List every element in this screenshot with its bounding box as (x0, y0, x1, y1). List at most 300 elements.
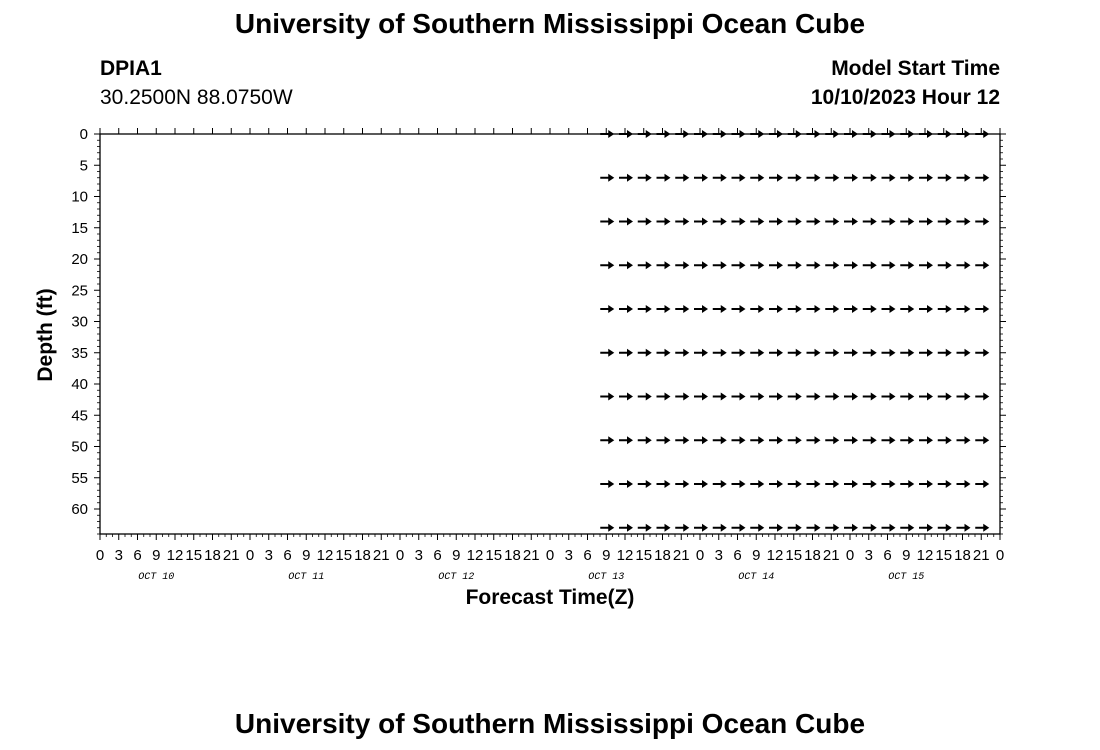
current-vector-arrow (732, 305, 746, 313)
x-axis-title: Forecast Time(Z) (465, 586, 635, 609)
x-tick-label: 18 (954, 547, 971, 564)
arrow-head (740, 480, 746, 488)
current-vector-arrow (957, 218, 971, 226)
arrow-head (702, 480, 708, 488)
arrow-head (983, 261, 989, 269)
current-vector-arrow (788, 524, 802, 532)
current-vector-arrow (863, 218, 877, 226)
arrow-head (871, 349, 877, 357)
x-tick-label: 18 (354, 547, 371, 564)
day-label: OCT 12 (438, 572, 475, 583)
arrow-head (983, 305, 989, 313)
arrow-head (946, 349, 952, 357)
arrow-head (852, 174, 858, 182)
arrow-head (646, 261, 652, 269)
current-vector-arrow (694, 130, 708, 138)
current-vector-arrow (600, 218, 614, 226)
x-tick-label: 15 (185, 547, 203, 564)
current-vector-arrow (788, 218, 802, 226)
arrow-head (740, 261, 746, 269)
arrow-head (665, 480, 671, 488)
day-label: OCT 11 (288, 572, 325, 583)
arrow-head (608, 261, 614, 269)
current-vector-arrow (713, 261, 727, 269)
current-vector-arrow (788, 349, 802, 357)
x-tick-label: 15 (335, 547, 353, 564)
current-vector-arrow (863, 480, 877, 488)
arrow-head (852, 436, 858, 444)
y-tick-label: 5 (79, 157, 88, 175)
arrow-head (890, 305, 896, 313)
current-vector-arrow (788, 261, 802, 269)
current-vector-arrow (675, 393, 689, 401)
arrow-head (908, 305, 914, 313)
arrow-head (702, 261, 708, 269)
y-tick-label: 0 (79, 126, 88, 143)
arrow-head (908, 349, 914, 357)
arrow-head (665, 524, 671, 532)
arrow-head (927, 261, 933, 269)
x-tick-label: 18 (204, 547, 221, 564)
arrow-head (946, 305, 952, 313)
current-vector-arrow (957, 130, 971, 138)
arrow-head (833, 218, 839, 226)
arrow-head (740, 524, 746, 532)
x-tick-label: 0 (995, 547, 1005, 564)
current-vector-arrow (694, 305, 708, 313)
current-vector-arrow (600, 174, 614, 182)
current-vector-arrow (844, 480, 858, 488)
x-tick-label: 18 (654, 547, 671, 564)
arrow-head (833, 174, 839, 182)
arrow-head (627, 393, 633, 401)
current-vector-arrow (732, 436, 746, 444)
arrow-head (683, 305, 689, 313)
arrow-head (965, 349, 971, 357)
current-vector-arrow (807, 349, 821, 357)
current-vector-arrow (825, 393, 839, 401)
x-tick-label: 6 (283, 547, 292, 564)
current-vector-arrow (919, 480, 933, 488)
arrow-head (627, 130, 633, 138)
arrow-head (796, 393, 802, 401)
current-vector-arrow (638, 218, 652, 226)
current-vector-arrow (600, 130, 614, 138)
current-vector-arrow (975, 261, 989, 269)
arrow-head (627, 218, 633, 226)
arrow-head (627, 305, 633, 313)
current-vector-arrow (657, 393, 671, 401)
x-tick-label: 12 (916, 547, 934, 564)
arrow-head (815, 524, 821, 532)
arrow-head (627, 349, 633, 357)
current-vector-arrow (882, 305, 896, 313)
current-vector-arrow (900, 480, 914, 488)
current-vector-arrow (919, 524, 933, 532)
arrow-head (908, 524, 914, 532)
current-vector-arrow (769, 524, 783, 532)
current-vector-arrow (750, 436, 764, 444)
arrow-head (908, 480, 914, 488)
arrow-head (871, 436, 877, 444)
arrow-head (815, 305, 821, 313)
y-tick-label: 20 (71, 251, 88, 268)
current-vector-arrow (975, 174, 989, 182)
current-vector-arrow (619, 305, 633, 313)
x-tick-label: 6 (583, 547, 592, 564)
x-tick-label: 21 (822, 547, 840, 564)
arrow-head (758, 524, 764, 532)
arrow-head (946, 436, 952, 444)
current-vector-arrow (750, 261, 764, 269)
arrow-head (965, 218, 971, 226)
arrow-head (815, 130, 821, 138)
arrow-head (965, 305, 971, 313)
arrow-head (646, 524, 652, 532)
arrow-head (702, 174, 708, 182)
arrow-head (815, 480, 821, 488)
arrow-head (815, 218, 821, 226)
arrow-head (871, 480, 877, 488)
arrow-head (777, 393, 783, 401)
arrow-head (721, 436, 727, 444)
current-vector-arrow (900, 436, 914, 444)
arrow-head (833, 480, 839, 488)
current-vector-arrow (675, 218, 689, 226)
arrow-head (702, 305, 708, 313)
arrow-head (758, 130, 764, 138)
x-tick-label: 6 (733, 547, 742, 564)
x-tick-label: 9 (752, 547, 761, 564)
current-vector-arrow (732, 393, 746, 401)
current-vector-arrow (938, 174, 952, 182)
arrow-head (852, 218, 858, 226)
y-axis-title: Depth (ft) (34, 288, 57, 382)
y-tick-label: 25 (71, 282, 88, 300)
arrow-head (796, 480, 802, 488)
current-vector-arrow (657, 480, 671, 488)
current-vector-arrow (694, 218, 708, 226)
arrow-head (758, 393, 764, 401)
arrow-head (646, 393, 652, 401)
current-vector-arrow (769, 130, 783, 138)
station-coordinates: 30.2500N 88.0750W (100, 86, 293, 109)
current-vector-arrow (675, 174, 689, 182)
current-vector-arrow (657, 349, 671, 357)
current-vector-arrow (938, 305, 952, 313)
arrow-head (833, 261, 839, 269)
arrow-head (815, 393, 821, 401)
arrow-head (777, 524, 783, 532)
arrow-head (627, 174, 633, 182)
current-vector-arrow (882, 261, 896, 269)
current-vector-arrow (825, 218, 839, 226)
arrow-head (908, 436, 914, 444)
arrow-head (946, 524, 952, 532)
current-vector-arrow (919, 393, 933, 401)
current-vector-arrow (600, 261, 614, 269)
current-vector-arrow (657, 261, 671, 269)
current-vector-arrow (975, 436, 989, 444)
current-vector-arrow (807, 436, 821, 444)
arrow-head (946, 393, 952, 401)
arrow-head (927, 130, 933, 138)
current-vector-arrow (694, 524, 708, 532)
arrow-head (627, 436, 633, 444)
x-tick-label: 3 (714, 547, 723, 564)
current-vector-arrow (713, 218, 727, 226)
current-vector-arrow (863, 261, 877, 269)
current-vector-arrow (882, 218, 896, 226)
current-vector-arrow (619, 261, 633, 269)
x-tick-label: 18 (504, 547, 521, 564)
x-tick-label: 6 (133, 547, 142, 564)
current-vector-arrow (694, 349, 708, 357)
current-vector-arrow (882, 480, 896, 488)
current-vector-arrow (750, 349, 764, 357)
current-vector-arrow (825, 174, 839, 182)
arrow-head (852, 130, 858, 138)
current-vector-arrow (713, 436, 727, 444)
current-vector-arrow (900, 218, 914, 226)
current-vector-arrow (919, 261, 933, 269)
x-tick-label: 21 (222, 547, 240, 564)
current-vector-arrow (732, 524, 746, 532)
current-vector-arrow (844, 436, 858, 444)
arrow-head (946, 218, 952, 226)
current-vector-arrow (713, 480, 727, 488)
station-id: DPIA1 (100, 57, 162, 80)
arrow-head (646, 305, 652, 313)
arrow-head (683, 393, 689, 401)
arrow-head (965, 174, 971, 182)
arrow-head (815, 261, 821, 269)
arrow-head (890, 261, 896, 269)
current-vector-arrow (807, 393, 821, 401)
current-vector-arrow (807, 524, 821, 532)
current-vector-arrow (713, 130, 727, 138)
arrow-head (721, 261, 727, 269)
day-label: OCT 14 (738, 572, 775, 583)
current-vector-arrow (844, 305, 858, 313)
current-vector-arrow (713, 305, 727, 313)
current-vector-arrow (619, 218, 633, 226)
current-vector-arrow (750, 174, 764, 182)
current-vector-arrow (825, 261, 839, 269)
current-vector-arrow (807, 130, 821, 138)
current-vector-arrow (713, 349, 727, 357)
current-vector-arrow (938, 349, 952, 357)
arrow-head (758, 480, 764, 488)
current-vector-arrow (788, 174, 802, 182)
model-start-value: 10/10/2023 Hour 12 (810, 86, 1000, 109)
arrow-head (833, 130, 839, 138)
arrow-head (665, 349, 671, 357)
y-tick-label: 35 (71, 344, 88, 362)
arrow-head (852, 349, 858, 357)
arrow-head (740, 218, 746, 226)
current-vector-arrow (807, 261, 821, 269)
current-vector-arrow (619, 436, 633, 444)
current-vector-arrow (657, 218, 671, 226)
arrow-head (965, 480, 971, 488)
arrow-head (890, 393, 896, 401)
plot-frame (100, 134, 1000, 534)
current-vector-arrow (638, 393, 652, 401)
y-tick-label: 45 (71, 407, 88, 425)
arrow-head (721, 174, 727, 182)
current-vector-arrow (863, 174, 877, 182)
current-vector-arrow (863, 393, 877, 401)
x-tick-label: 9 (452, 547, 461, 564)
current-vector-arrow (750, 393, 764, 401)
arrow-head (796, 349, 802, 357)
current-vector-arrow (600, 305, 614, 313)
arrow-head (608, 393, 614, 401)
current-vector-arrow (900, 174, 914, 182)
arrow-head (927, 218, 933, 226)
arrow-head (665, 436, 671, 444)
arrow-head (965, 261, 971, 269)
arrow-head (646, 174, 652, 182)
x-tick-label: 18 (804, 547, 821, 564)
current-vector-arrow (919, 349, 933, 357)
day-label: OCT 10 (138, 572, 175, 583)
current-vector-arrow (600, 524, 614, 532)
current-vector-arrow (600, 349, 614, 357)
arrow-head (721, 130, 727, 138)
current-vector-arrow (694, 480, 708, 488)
arrow-head (946, 480, 952, 488)
arrow-head (740, 349, 746, 357)
x-tick-label: 3 (264, 547, 273, 564)
arrow-head (983, 480, 989, 488)
x-tick-label: 21 (372, 547, 390, 564)
arrow-head (646, 130, 652, 138)
current-vector-arrow (769, 393, 783, 401)
arrow-head (608, 349, 614, 357)
current-vector-arrow (675, 261, 689, 269)
arrow-head (777, 218, 783, 226)
current-vector-arrow (919, 130, 933, 138)
arrow-head (683, 480, 689, 488)
arrow-head (627, 261, 633, 269)
x-tick-label: 9 (152, 547, 161, 564)
current-vector-arrow (807, 218, 821, 226)
current-vector-arrow (900, 261, 914, 269)
arrow-head (665, 393, 671, 401)
current-vector-arrow (957, 480, 971, 488)
arrow-head (852, 261, 858, 269)
arrow-head (683, 261, 689, 269)
arrow-head (702, 524, 708, 532)
y-tick-label: 30 (71, 313, 88, 331)
y-tick-label: 50 (71, 438, 88, 456)
arrow-head (740, 174, 746, 182)
current-vector-arrow (769, 480, 783, 488)
arrow-head (796, 261, 802, 269)
current-vector-arrow (713, 174, 727, 182)
current-vector-arrow (807, 174, 821, 182)
current-vector-arrow (769, 305, 783, 313)
vector-layer (600, 130, 989, 532)
arrow-head (796, 305, 802, 313)
arrow-head (890, 436, 896, 444)
x-tick-label: 15 (485, 547, 503, 564)
arrow-head (627, 524, 633, 532)
current-vector-arrow (657, 130, 671, 138)
x-tick-label: 15 (935, 547, 953, 564)
arrow-head (927, 174, 933, 182)
arrow-head (983, 524, 989, 532)
current-vector-arrow (938, 480, 952, 488)
x-tick-label: 21 (522, 547, 540, 564)
x-tick-label: 12 (466, 547, 484, 564)
arrow-head (852, 480, 858, 488)
arrow-head (871, 393, 877, 401)
current-vector-arrow (732, 349, 746, 357)
current-vector-arrow (825, 436, 839, 444)
arrow-head (871, 524, 877, 532)
current-vector-arrow (863, 305, 877, 313)
current-vector-arrow (769, 436, 783, 444)
current-vector-arrow (900, 349, 914, 357)
arrow-head (965, 130, 971, 138)
arrow-head (796, 130, 802, 138)
arrow-head (927, 480, 933, 488)
x-tick-label: 21 (972, 547, 990, 564)
x-tick-label: 6 (433, 547, 442, 564)
current-vector-arrow (825, 349, 839, 357)
arrow-head (871, 261, 877, 269)
current-vector-arrow (657, 524, 671, 532)
arrow-head (646, 218, 652, 226)
arrow-head (852, 305, 858, 313)
arrow-head (890, 218, 896, 226)
current-vector-arrow (600, 393, 614, 401)
footer-title: University of Southern Mississippi Ocean Cube (234, 708, 866, 739)
x-tick-label: 3 (864, 547, 873, 564)
current-vector-arrow (769, 261, 783, 269)
current-vector-arrow (938, 393, 952, 401)
arrow-head (852, 524, 858, 532)
chart-title: University of Southern Mississippi Ocean Cube (234, 8, 866, 39)
arrow-head (627, 480, 633, 488)
current-vector-arrow (769, 349, 783, 357)
current-vector-arrow (657, 174, 671, 182)
current-vector-arrow (619, 524, 633, 532)
x-tick-label: 15 (635, 547, 653, 564)
x-tick-label: 0 (545, 547, 555, 564)
x-tick-label: 12 (316, 547, 334, 564)
current-vector-arrow (975, 130, 989, 138)
arrow-head (965, 524, 971, 532)
arrow-head (777, 436, 783, 444)
arrow-head (758, 305, 764, 313)
current-vector-arrow (957, 393, 971, 401)
current-vector-arrow (882, 174, 896, 182)
arrow-head (702, 349, 708, 357)
arrow-head (683, 130, 689, 138)
arrow-head (702, 218, 708, 226)
current-vector-arrow (844, 349, 858, 357)
x-tick-label: 9 (602, 547, 611, 564)
x-tick-label: 0 (845, 547, 855, 564)
current-vector-arrow (638, 174, 652, 182)
current-vector-arrow (844, 218, 858, 226)
current-vector-arrow (882, 524, 896, 532)
y-tick-label: 40 (71, 376, 88, 393)
